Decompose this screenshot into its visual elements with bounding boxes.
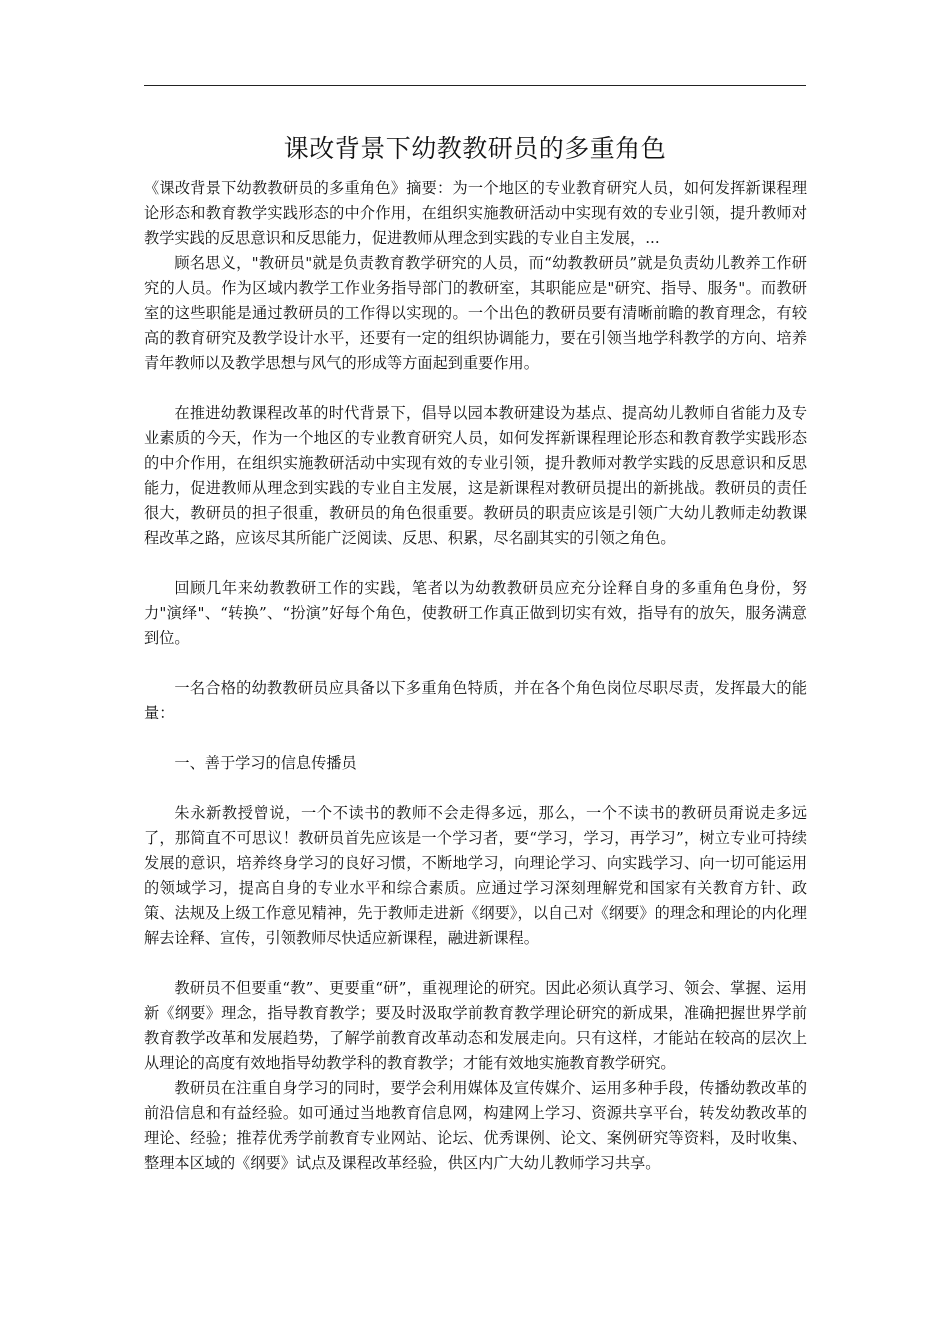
abstract-paragraph: 《课改背景下幼教教研员的多重角色》摘要：为一个地区的专业教育研究人员，如何发挥新课程理论形态和教育教学实践形态的中介作用，在组织实施教研活动中实现有效的专业引领，提升教师对教学实践的反思意识和反思能力，促进教师从理念到实践的专业自主发展，... bbox=[144, 179, 807, 247]
body-paragraph: 在推进幼教课程改革的时代背景下，倡导以园本教研建设为基点、提高幼儿教师自省能力及专业素质的今天，作为一个地区的专业教育研究人员，如何发挥新课程理论形态和教育教学实践形态的中介作用，在组织实施教研活动中实现有效的专业引领，提升教师对教学实践的反思意识和反思能力，促进教师从理念到实践的专业自主发展，这是新课程对教研员提出的新挑战。教研员的责任很大，教研员的担子很重，教研员的角色很重要。教研员的职责应该是引领广大幼儿教师走幼教课程改革之路，应该尽其所能广泛阅读、反思、积累，尽名副其实的引领之角色。 bbox=[144, 404, 807, 547]
body-paragraph: 教研员不但要重“教”、更要重“研”，重视理论的研究。因此必须认真学习、领会、掌握、运用新《纲要》理念，指导教育教学；要及时汲取学前教育教学理论研究的新成果，准确把握世界学前教育教学改革和发展趋势，了解学前教育改革动态和发展走向。只有这样，才能站在较高的层次上从理论的高度有效地指导幼教学科的教育教学；才能有效地实施教育教学研究。 bbox=[144, 979, 807, 1072]
article-body bbox=[144, 176, 807, 1176]
body-paragraph: 顾名思义，"教研员"就是负责教育教学研究的人员，而“幼教教研员”就是负责幼儿教养工作研究的人员。作为区域内教学工作业务指导部门的教研室，其职能应是"研究、指导、服务"。而教研室的这些职能是通过教研员的工作得以实现的。一个出色的教研员要有清晰前瞻的教育理念，有较高的教育研究及教学设计水平，还要有一定的组织协调能力，要在引领当地学科教学的方向、培养青年教师以及教学思想与风气的形成等方面起到重要作用。 bbox=[144, 254, 807, 372]
body-paragraph: 回顾几年来幼教教研工作的实践，笔者以为幼教教研员应充分诠释自身的多重角色身份，努力"演绎"、“转换”、“扮演”好每个角色，使教研工作真正做到切实有效，指导有的放矢，服务满意到位。 bbox=[144, 579, 807, 647]
section-heading: 一、善于学习的信息传播员 bbox=[174, 754, 357, 772]
header-rule bbox=[144, 85, 806, 86]
body-paragraph: 朱永新教授曾说，一个不读书的教师不会走得多远，那么，一个不读书的教研员甭说走多远了，那简直不可思议！教研员首先应该是一个学习者，要“学习，学习，再学习”，树立专业可持续发展的意识，培养终身学习的良好习惯，不断地学习，向理论学习、向实践学习、向一切可能运用的领域学习，提高自身的专业水平和综合素质。应通过学习深刻理解党和国家有关教育方针、政策、法规及上级工作意见精神，先于教师走进新《纲要》，以自己对《纲要》的理念和理论的内化理解去诠释、宣传，引领教师尽快适应新课程，融进新课程。 bbox=[144, 804, 807, 947]
page-title: 课改背景下幼教教研员的多重角色 bbox=[283, 134, 667, 163]
body-paragraph: 一名合格的幼教教研员应具备以下多重角色特质，并在各个角色岗位尽职尽责，发挥最大的能量： bbox=[144, 679, 807, 722]
body-paragraph: 教研员在注重自身学习的同时，要学会利用媒体及宣传媒介、运用多种手段，传播幼教改革的前沿信息和有益经验。如可通过当地教育信息网，构建网上学习、资源共享平台，转发幼教改革的理论、经验；推荐优秀学前教育专业网站、论坛、优秀课例、论文、案例研究等资料，及时收集、整理本区域的《纲要》试点及课程改革经验，供区内广大幼儿教师学习共享。 bbox=[144, 1079, 807, 1172]
